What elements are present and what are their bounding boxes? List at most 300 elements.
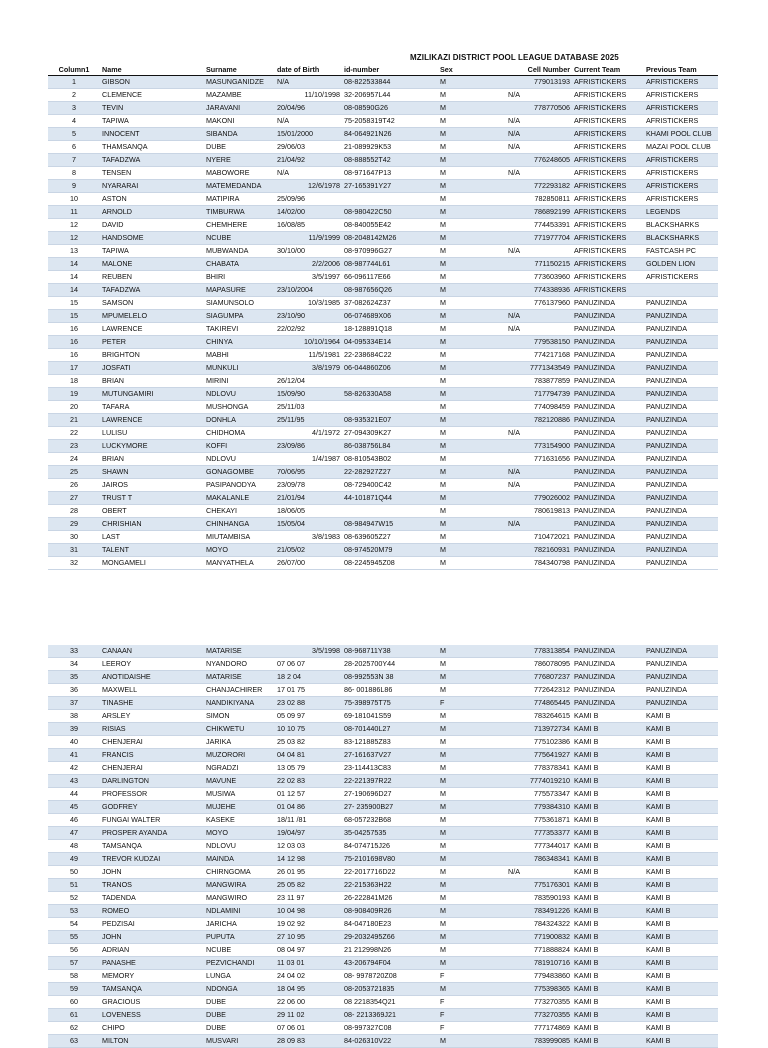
cell-first-name[interactable]: DARLINGTON <box>100 775 204 788</box>
cell-date-of-birth[interactable]: 26 01 95 <box>275 866 342 879</box>
cell-id-number[interactable]: 86-038756L84 <box>342 440 438 453</box>
table-row[interactable] <box>48 944 718 957</box>
cell-row-number[interactable]: 16 <box>48 336 100 349</box>
cell-surname[interactable]: JARIKA <box>204 736 275 749</box>
cell-surname[interactable]: MUSHONGA <box>204 401 275 414</box>
cell-sex[interactable]: M <box>438 193 506 206</box>
cell-cell-number[interactable]: 771631656 <box>506 453 572 466</box>
cell-current-team[interactable]: KAMI B <box>572 710 644 723</box>
cell-row-number[interactable]: 14 <box>48 258 100 271</box>
cell-sex[interactable]: M <box>438 219 506 232</box>
cell-id-number[interactable]: 75-398975T75 <box>342 697 438 710</box>
cell-first-name[interactable]: THAMSANQA <box>100 141 204 154</box>
table-row[interactable] <box>48 115 718 128</box>
cell-row-number[interactable]: 33 <box>48 645 100 658</box>
table-row[interactable] <box>48 401 718 414</box>
cell-current-team[interactable]: KAMI B <box>572 905 644 918</box>
cell-first-name[interactable]: JOSFATI <box>100 362 204 375</box>
header-surname[interactable]: Surname <box>204 64 275 76</box>
table-row[interactable] <box>48 723 718 736</box>
cell-current-team[interactable]: KAMI B <box>572 866 644 879</box>
cell-id-number[interactable]: 08-974520M79 <box>342 544 438 557</box>
cell-previous-team[interactable]: GOLDEN LION <box>644 258 718 271</box>
cell-cell-number[interactable]: N/A <box>506 479 572 492</box>
cell-sex[interactable]: M <box>438 557 506 570</box>
cell-previous-team[interactable]: KAMI B <box>644 905 718 918</box>
table-row[interactable] <box>48 284 718 297</box>
cell-current-team[interactable]: PANUZINDA <box>572 658 644 671</box>
table-row[interactable] <box>48 827 718 840</box>
cell-previous-team[interactable]: KAMI B <box>644 1009 718 1022</box>
cell-row-number[interactable]: 14 <box>48 271 100 284</box>
header-previous-team[interactable]: Previous Team <box>644 64 718 76</box>
cell-surname[interactable]: MAVUNE <box>204 775 275 788</box>
cell-cell-number[interactable]: 786348341 <box>506 853 572 866</box>
cell-cell-number[interactable]: 782120886 <box>506 414 572 427</box>
cell-first-name[interactable]: ROMEO <box>100 905 204 918</box>
cell-id-number[interactable]: 27-165391Y27 <box>342 180 438 193</box>
cell-surname[interactable]: CHANJACHIRER <box>204 684 275 697</box>
cell-id-number[interactable]: 08-729400C42 <box>342 479 438 492</box>
cell-cell-number[interactable]: N/A <box>506 323 572 336</box>
cell-current-team[interactable]: AFRISTICKERS <box>572 167 644 180</box>
cell-date-of-birth[interactable]: 3/5/1998 <box>275 645 342 658</box>
cell-surname[interactable]: MOYO <box>204 827 275 840</box>
table-row[interactable] <box>48 762 718 775</box>
cell-current-team[interactable]: KAMI B <box>572 970 644 983</box>
cell-first-name[interactable]: RISIAS <box>100 723 204 736</box>
cell-previous-team[interactable]: PANUZINDA <box>644 323 718 336</box>
cell-row-number[interactable]: 2 <box>48 89 100 102</box>
cell-id-number[interactable]: 22-2017716D22 <box>342 866 438 879</box>
cell-cell-number[interactable]: 713972734 <box>506 723 572 736</box>
cell-first-name[interactable]: GRACIOUS <box>100 996 204 1009</box>
cell-sex[interactable]: M <box>438 89 506 102</box>
cell-current-team[interactable]: KAMI B <box>572 931 644 944</box>
cell-previous-team[interactable]: AFRISTICKERS <box>644 154 718 167</box>
cell-date-of-birth[interactable]: 70/06/95 <box>275 466 342 479</box>
cell-surname[interactable]: NYERE <box>204 154 275 167</box>
table-row[interactable] <box>48 89 718 102</box>
cell-sex[interactable]: M <box>438 388 506 401</box>
cell-id-number[interactable]: 08 2218354Q21 <box>342 996 438 1009</box>
table-row[interactable] <box>48 531 718 544</box>
cell-previous-team[interactable]: KAMI B <box>644 788 718 801</box>
cell-surname[interactable]: CHEKAYI <box>204 505 275 518</box>
cell-id-number[interactable]: 08-822533844 <box>342 76 438 89</box>
cell-previous-team[interactable]: PANUZINDA <box>644 505 718 518</box>
cell-row-number[interactable]: 60 <box>48 996 100 1009</box>
cell-date-of-birth[interactable]: 17 01 75 <box>275 684 342 697</box>
cell-first-name[interactable]: MAXWELL <box>100 684 204 697</box>
cell-sex[interactable]: M <box>438 723 506 736</box>
cell-sex[interactable]: F <box>438 697 506 710</box>
cell-date-of-birth[interactable]: 22 06 00 <box>275 996 342 1009</box>
cell-surname[interactable]: CHIRNGOMA <box>204 866 275 879</box>
cell-surname[interactable]: DONHLA <box>204 414 275 427</box>
cell-row-number[interactable]: 17 <box>48 362 100 375</box>
cell-previous-team[interactable]: AFRISTICKERS <box>644 115 718 128</box>
table-row[interactable] <box>48 245 718 258</box>
cell-id-number[interactable]: 27- 235900B27 <box>342 801 438 814</box>
cell-previous-team[interactable]: AFRISTICKERS <box>644 89 718 102</box>
cell-first-name[interactable]: MEMORY <box>100 970 204 983</box>
cell-sex[interactable]: M <box>438 710 506 723</box>
cell-surname[interactable]: MANYATHELA <box>204 557 275 570</box>
cell-current-team[interactable]: KAMI B <box>572 879 644 892</box>
header-name[interactable]: Name <box>100 64 204 76</box>
cell-sex[interactable]: M <box>438 983 506 996</box>
cell-first-name[interactable]: TADENDA <box>100 892 204 905</box>
cell-first-name[interactable]: CHIPO <box>100 1022 204 1035</box>
cell-cell-number[interactable]: 775398365 <box>506 983 572 996</box>
cell-date-of-birth[interactable]: 1/4/1987 <box>275 453 342 466</box>
cell-first-name[interactable]: BRIAN <box>100 375 204 388</box>
cell-current-team[interactable]: AFRISTICKERS <box>572 206 644 219</box>
cell-id-number[interactable]: 08-997327C08 <box>342 1022 438 1035</box>
cell-previous-team[interactable]: KAMI B <box>644 892 718 905</box>
table-row[interactable] <box>48 466 718 479</box>
cell-id-number[interactable]: 08-840055E42 <box>342 219 438 232</box>
cell-current-team[interactable]: KAMI B <box>572 827 644 840</box>
table-row[interactable] <box>48 271 718 284</box>
cell-cell-number[interactable]: N/A <box>506 89 572 102</box>
cell-sex[interactable]: M <box>438 245 506 258</box>
cell-first-name[interactable]: GODFREY <box>100 801 204 814</box>
table-row[interactable] <box>48 970 718 983</box>
cell-date-of-birth[interactable]: 10 10 75 <box>275 723 342 736</box>
cell-current-team[interactable]: AFRISTICKERS <box>572 271 644 284</box>
cell-previous-team[interactable]: KAMI B <box>644 957 718 970</box>
cell-sex[interactable]: M <box>438 931 506 944</box>
header-cell-number[interactable]: Cell Number <box>506 64 572 76</box>
cell-previous-team[interactable]: PANUZINDA <box>644 684 718 697</box>
header-date-of-birth[interactable]: date of Birth <box>275 64 342 76</box>
cell-sex[interactable]: F <box>438 996 506 1009</box>
cell-date-of-birth[interactable]: 21/04/92 <box>275 154 342 167</box>
cell-row-number[interactable]: 3 <box>48 102 100 115</box>
cell-id-number[interactable]: 32-206957L44 <box>342 89 438 102</box>
cell-first-name[interactable]: TALENT <box>100 544 204 557</box>
cell-previous-team[interactable]: AFRISTICKERS <box>644 271 718 284</box>
cell-current-team[interactable]: KAMI B <box>572 892 644 905</box>
cell-sex[interactable]: M <box>438 154 506 167</box>
cell-row-number[interactable]: 15 <box>48 310 100 323</box>
cell-row-number[interactable]: 55 <box>48 931 100 944</box>
table-row[interactable] <box>48 349 718 362</box>
cell-id-number[interactable]: 08-984947W15 <box>342 518 438 531</box>
cell-cell-number[interactable]: 779384310 <box>506 801 572 814</box>
cell-sex[interactable]: M <box>438 115 506 128</box>
cell-date-of-birth[interactable]: 11/10/1998 <box>275 89 342 102</box>
cell-first-name[interactable]: BRIAN <box>100 453 204 466</box>
cell-cell-number[interactable]: 771977704 <box>506 232 572 245</box>
table-row[interactable] <box>48 505 718 518</box>
cell-previous-team[interactable]: PANUZINDA <box>644 544 718 557</box>
cell-id-number[interactable]: 43-206794F04 <box>342 957 438 970</box>
cell-date-of-birth[interactable]: 01 12 57 <box>275 788 342 801</box>
cell-date-of-birth[interactable]: 15/09/90 <box>275 388 342 401</box>
cell-current-team[interactable]: PANUZINDA <box>572 414 644 427</box>
cell-previous-team[interactable]: AFRISTICKERS <box>644 193 718 206</box>
cell-cell-number[interactable]: 773270355 <box>506 996 572 1009</box>
cell-surname[interactable]: CHABATA <box>204 258 275 271</box>
cell-surname[interactable]: MIUTAMBISA <box>204 531 275 544</box>
cell-first-name[interactable]: JOHN <box>100 931 204 944</box>
cell-previous-team[interactable]: PANUZINDA <box>644 297 718 310</box>
cell-date-of-birth[interactable]: 18/11 /81 <box>275 814 342 827</box>
cell-date-of-birth[interactable]: 4/1/1972 <box>275 427 342 440</box>
cell-previous-team[interactable]: KAMI B <box>644 775 718 788</box>
cell-cell-number[interactable]: 779538150 <box>506 336 572 349</box>
cell-id-number[interactable]: 08-935321E07 <box>342 414 438 427</box>
cell-previous-team[interactable]: AFRISTICKERS <box>644 102 718 115</box>
cell-first-name[interactable]: SAMSON <box>100 297 204 310</box>
cell-row-number[interactable]: 12 <box>48 232 100 245</box>
cell-sex[interactable]: M <box>438 645 506 658</box>
header-sex[interactable]: Sex <box>438 64 506 76</box>
cell-cell-number[interactable]: 780619813 <box>506 505 572 518</box>
cell-surname[interactable]: MUSVARI <box>204 1035 275 1048</box>
table-row[interactable] <box>48 879 718 892</box>
cell-surname[interactable]: MUNKULI <box>204 362 275 375</box>
cell-id-number[interactable]: 08-987744L61 <box>342 258 438 271</box>
table-row[interactable] <box>48 840 718 853</box>
cell-date-of-birth[interactable]: 25 03 82 <box>275 736 342 749</box>
cell-current-team[interactable]: KAMI B <box>572 749 644 762</box>
cell-sex[interactable]: M <box>438 414 506 427</box>
cell-previous-team[interactable]: PANUZINDA <box>644 427 718 440</box>
cell-sex[interactable]: M <box>438 141 506 154</box>
cell-current-team[interactable]: KAMI B <box>572 1035 644 1048</box>
cell-cell-number[interactable]: 786892199 <box>506 206 572 219</box>
cell-date-of-birth[interactable]: 3/5/1997 <box>275 271 342 284</box>
cell-cell-number[interactable]: 775573347 <box>506 788 572 801</box>
cell-row-number[interactable]: 59 <box>48 983 100 996</box>
cell-row-number[interactable]: 45 <box>48 801 100 814</box>
cell-id-number[interactable]: 27-190696D27 <box>342 788 438 801</box>
cell-surname[interactable]: MAKONI <box>204 115 275 128</box>
cell-date-of-birth[interactable]: 23/10/2004 <box>275 284 342 297</box>
cell-id-number[interactable]: 66-096117E66 <box>342 271 438 284</box>
cell-sex[interactable]: F <box>438 1022 506 1035</box>
cell-current-team[interactable]: KAMI B <box>572 983 644 996</box>
cell-previous-team[interactable]: PANUZINDA <box>644 440 718 453</box>
cell-previous-team[interactable]: KAMI B <box>644 710 718 723</box>
cell-sex[interactable]: M <box>438 427 506 440</box>
cell-current-team[interactable]: AFRISTICKERS <box>572 76 644 89</box>
cell-previous-team[interactable]: KAMI B <box>644 996 718 1009</box>
cell-sex[interactable]: M <box>438 76 506 89</box>
cell-id-number[interactable]: 08-08590G26 <box>342 102 438 115</box>
cell-date-of-birth[interactable]: 23/09/86 <box>275 440 342 453</box>
cell-surname[interactable]: MANGWIRA <box>204 879 275 892</box>
cell-cell-number[interactable]: 784340798 <box>506 557 572 570</box>
cell-row-number[interactable]: 50 <box>48 866 100 879</box>
cell-cell-number[interactable]: 784324322 <box>506 918 572 931</box>
table-row[interactable] <box>48 892 718 905</box>
cell-first-name[interactable]: PROSPER AYANDA <box>100 827 204 840</box>
cell-first-name[interactable]: ASTON <box>100 193 204 206</box>
cell-current-team[interactable]: PANUZINDA <box>572 297 644 310</box>
cell-cell-number[interactable]: 783590193 <box>506 892 572 905</box>
table-row[interactable] <box>48 362 718 375</box>
table-row[interactable] <box>48 427 718 440</box>
cell-first-name[interactable]: INNOCENT <box>100 128 204 141</box>
cell-surname[interactable]: MAZAMBE <box>204 89 275 102</box>
table-row[interactable] <box>48 918 718 931</box>
cell-previous-team[interactable]: PANUZINDA <box>644 479 718 492</box>
cell-surname[interactable]: JARICHA <box>204 918 275 931</box>
cell-surname[interactable]: NYANDORO <box>204 658 275 671</box>
cell-row-number[interactable]: 21 <box>48 414 100 427</box>
cell-surname[interactable]: MATARISE <box>204 645 275 658</box>
table-row[interactable] <box>48 957 718 970</box>
cell-id-number[interactable]: 08-810543B02 <box>342 453 438 466</box>
cell-date-of-birth[interactable]: 15/05/04 <box>275 518 342 531</box>
cell-row-number[interactable]: 1 <box>48 76 100 89</box>
cell-cell-number[interactable]: 771888824 <box>506 944 572 957</box>
cell-current-team[interactable]: AFRISTICKERS <box>572 115 644 128</box>
cell-row-number[interactable]: 34 <box>48 658 100 671</box>
cell-surname[interactable]: KASEKE <box>204 814 275 827</box>
cell-id-number[interactable]: 08- 2213369J21 <box>342 1009 438 1022</box>
cell-first-name[interactable]: HANDSOME <box>100 232 204 245</box>
cell-surname[interactable]: MAINDA <box>204 853 275 866</box>
cell-id-number[interactable]: 84-064921N26 <box>342 128 438 141</box>
cell-first-name[interactable]: JOHN <box>100 866 204 879</box>
cell-current-team[interactable]: KAMI B <box>572 1022 644 1035</box>
cell-id-number[interactable]: 27-161637V27 <box>342 749 438 762</box>
cell-date-of-birth[interactable]: 29/06/03 <box>275 141 342 154</box>
table-row[interactable] <box>48 440 718 453</box>
cell-sex[interactable]: M <box>438 505 506 518</box>
cell-surname[interactable]: SIBANDA <box>204 128 275 141</box>
table-row[interactable] <box>48 323 718 336</box>
cell-surname[interactable]: GONAGOMBE <box>204 466 275 479</box>
cell-date-of-birth[interactable]: 21/01/94 <box>275 492 342 505</box>
cell-date-of-birth[interactable]: 18/06/05 <box>275 505 342 518</box>
cell-current-team[interactable]: PANUZINDA <box>572 323 644 336</box>
cell-cell-number[interactable]: N/A <box>506 115 572 128</box>
cell-id-number[interactable] <box>342 193 438 206</box>
cell-cell-number[interactable]: 7774019210 <box>506 775 572 788</box>
cell-id-number[interactable]: 08-2048142M26 <box>342 232 438 245</box>
cell-first-name[interactable]: ARSLEY <box>100 710 204 723</box>
cell-current-team[interactable]: PANUZINDA <box>572 544 644 557</box>
cell-surname[interactable]: NDLOVU <box>204 388 275 401</box>
cell-previous-team[interactable]: PANUZINDA <box>644 531 718 544</box>
cell-cell-number[interactable]: 783999085 <box>506 1035 572 1048</box>
cell-sex[interactable]: M <box>438 479 506 492</box>
cell-row-number[interactable]: 6 <box>48 141 100 154</box>
cell-row-number[interactable]: 30 <box>48 531 100 544</box>
cell-id-number[interactable]: 06-044860Z06 <box>342 362 438 375</box>
cell-date-of-birth[interactable]: 22 02 83 <box>275 775 342 788</box>
cell-date-of-birth[interactable]: 07 06 01 <box>275 1022 342 1035</box>
cell-first-name[interactable]: LEEROY <box>100 658 204 671</box>
cell-first-name[interactable]: PANASHE <box>100 957 204 970</box>
cell-sex[interactable]: M <box>438 788 506 801</box>
cell-row-number[interactable]: 32 <box>48 557 100 570</box>
cell-first-name[interactable]: CHRISHIAN <box>100 518 204 531</box>
cell-current-team[interactable]: KAMI B <box>572 736 644 749</box>
cell-row-number[interactable]: 39 <box>48 723 100 736</box>
cell-first-name[interactable]: TAMSANQA <box>100 983 204 996</box>
cell-cell-number[interactable]: 782850811 <box>506 193 572 206</box>
cell-previous-team[interactable]: KAMI B <box>644 814 718 827</box>
cell-surname[interactable]: NDLOVU <box>204 453 275 466</box>
cell-current-team[interactable]: KAMI B <box>572 775 644 788</box>
cell-date-of-birth[interactable]: 25/09/96 <box>275 193 342 206</box>
cell-row-number[interactable]: 11 <box>48 206 100 219</box>
table-row[interactable] <box>48 905 718 918</box>
table-row[interactable] <box>48 258 718 271</box>
cell-cell-number[interactable]: N/A <box>506 141 572 154</box>
cell-sex[interactable]: M <box>438 518 506 531</box>
cell-surname[interactable]: TAKIREVI <box>204 323 275 336</box>
cell-surname[interactable]: NCUBE <box>204 944 275 957</box>
cell-sex[interactable]: M <box>438 801 506 814</box>
cell-row-number[interactable]: 44 <box>48 788 100 801</box>
cell-date-of-birth[interactable]: 29 11 02 <box>275 1009 342 1022</box>
cell-sex[interactable]: M <box>438 349 506 362</box>
cell-date-of-birth[interactable]: 12 03 03 <box>275 840 342 853</box>
cell-sex[interactable]: M <box>438 297 506 310</box>
cell-current-team[interactable]: KAMI B <box>572 762 644 775</box>
cell-row-number[interactable]: 22 <box>48 427 100 440</box>
cell-id-number[interactable] <box>342 375 438 388</box>
cell-surname[interactable]: TIMBURWA <box>204 206 275 219</box>
cell-date-of-birth[interactable]: 05 09 97 <box>275 710 342 723</box>
cell-current-team[interactable]: PANUZINDA <box>572 531 644 544</box>
table-row[interactable] <box>48 128 718 141</box>
cell-id-number[interactable]: 35-04257535 <box>342 827 438 840</box>
table-row[interactable] <box>48 788 718 801</box>
table-row[interactable] <box>48 102 718 115</box>
table-row[interactable] <box>48 479 718 492</box>
cell-sex[interactable]: M <box>438 658 506 671</box>
cell-sex[interactable]: M <box>438 232 506 245</box>
cell-row-number[interactable]: 29 <box>48 518 100 531</box>
cell-first-name[interactable]: TAFADZWA <box>100 154 204 167</box>
cell-first-name[interactable]: ARNOLD <box>100 206 204 219</box>
cell-date-of-birth[interactable]: 19 02 92 <box>275 918 342 931</box>
cell-cell-number[interactable]: 776137960 <box>506 297 572 310</box>
cell-current-team[interactable]: PANUZINDA <box>572 336 644 349</box>
cell-id-number[interactable]: 08-908409R26 <box>342 905 438 918</box>
table-row[interactable] <box>48 684 718 697</box>
cell-sex[interactable]: M <box>438 466 506 479</box>
cell-previous-team[interactable]: AFRISTICKERS <box>644 180 718 193</box>
cell-id-number[interactable]: 68-057232B68 <box>342 814 438 827</box>
cell-cell-number[interactable]: 773603960 <box>506 271 572 284</box>
cell-id-number[interactable]: 08-2245945Z08 <box>342 557 438 570</box>
cell-cell-number[interactable]: 776248605 <box>506 154 572 167</box>
cell-first-name[interactable]: NYARARAI <box>100 180 204 193</box>
table-row[interactable] <box>48 645 718 658</box>
cell-id-number[interactable]: 08-970996G27 <box>342 245 438 258</box>
table-row[interactable] <box>48 749 718 762</box>
cell-cell-number[interactable]: N/A <box>506 128 572 141</box>
cell-id-number[interactable]: 08- 9978720Z08 <box>342 970 438 983</box>
cell-current-team[interactable]: KAMI B <box>572 1009 644 1022</box>
cell-previous-team[interactable] <box>644 284 718 297</box>
cell-date-of-birth[interactable]: 11 03 01 <box>275 957 342 970</box>
cell-id-number[interactable]: 08-701440L27 <box>342 723 438 736</box>
cell-current-team[interactable]: PANUZINDA <box>572 310 644 323</box>
cell-cell-number[interactable]: 777353377 <box>506 827 572 840</box>
